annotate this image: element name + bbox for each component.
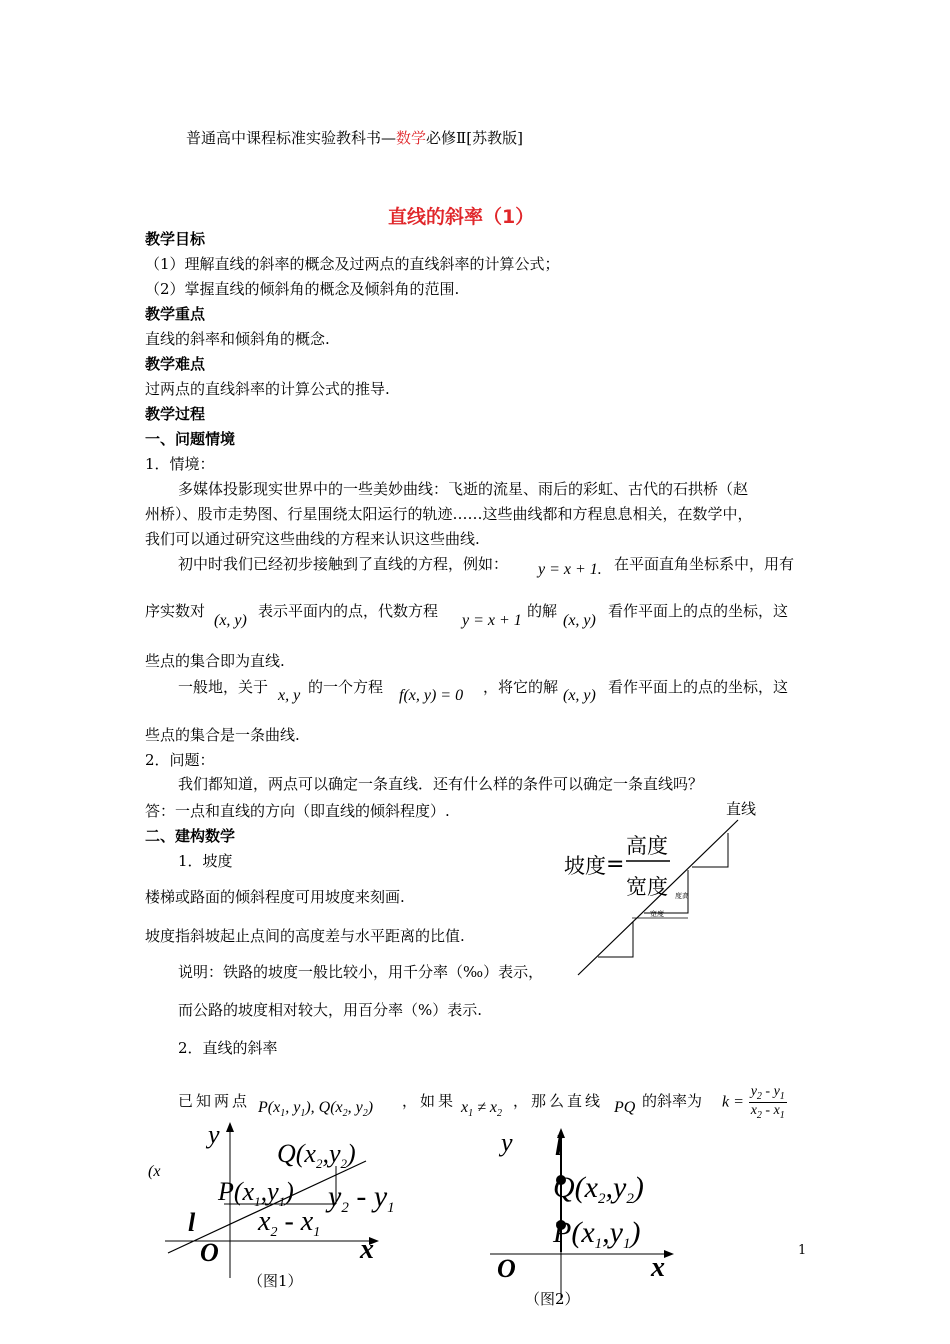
p-label: $P(x_1,y_1)$: [553, 1216, 641, 1252]
origin-label: O: [497, 1254, 516, 1283]
paragraph-line: 而公路的坡度相对较大，用百分率（%）表示.: [178, 1001, 483, 1019]
paragraph-line: 一般地，关于: [178, 678, 269, 696]
points-pq: $P(x_1$, $y_1$), $Q(x_2$, $y_2$): [258, 1099, 374, 1120]
paragraph-line: 坡度指斜坡起止点间的高度差与水平距离的比值.: [145, 927, 465, 945]
condition: $x_1 \ne x_2$: [461, 1099, 502, 1120]
x-label: x: [651, 1252, 665, 1283]
paragraph-line: 已知两点: [178, 1092, 251, 1110]
label-width: 宽度: [626, 875, 668, 899]
figure-1: [140, 1118, 400, 1298]
slope-formula: [722, 1084, 787, 1121]
header-subject: 数学: [396, 129, 427, 147]
key-point-text: 直线的斜率和倾斜角的概念.: [145, 330, 330, 348]
origin-label: O: [200, 1238, 219, 1267]
equation: x, y: [278, 687, 301, 704]
section2-heading: 二、建构数学: [145, 827, 236, 845]
paragraph-line: ，如果: [402, 1092, 457, 1110]
objective-item: （1）理解直线的斜率的概念及过两点的直线斜率的计算公式；: [145, 255, 560, 273]
q-label: $Q(x_2,y_2)$: [277, 1139, 356, 1171]
paragraph-line: 楼梯或路面的倾斜程度可用坡度来刻画.: [145, 888, 405, 906]
question-text: 我们都知道，两点可以确定一条直线．还有什么样的条件可以确定一条直线吗？: [178, 775, 704, 793]
paragraph-line: 表示平面内的点，代数方程: [258, 602, 439, 620]
figure-2: [485, 1122, 685, 1312]
paragraph-line: 的解: [527, 602, 558, 620]
answer-text: 答：一点和直线的方向（即直线的倾斜程度）.: [145, 802, 450, 820]
paragraph-line: 在平面直角坐标系中，用有: [614, 555, 795, 573]
paragraph-line: 些点的集合是一条曲线.: [145, 726, 300, 744]
section2-sub1: 1．坡度: [178, 852, 233, 870]
paragraph-line: 的一个方程: [308, 678, 384, 696]
process-heading: 教学过程: [145, 405, 206, 423]
header-suffix: 必修Ⅱ[苏教版]: [426, 129, 523, 147]
paragraph-line: 说明：铁路的坡度一般比较小，用千分率（‰）表示，: [178, 963, 544, 981]
paragraph-line: 些点的集合即为直线.: [145, 652, 285, 670]
fraction: $\frac{y_2 - y_1}{x_2 - x_1}$: [750, 1084, 785, 1121]
page-number: 1: [798, 1243, 807, 1258]
equation: (x, y): [563, 687, 596, 704]
paragraph-line: 看作平面上的点的坐标，这: [608, 602, 789, 620]
equation: y = x + 1: [462, 612, 522, 629]
small-width: 宽度: [650, 910, 664, 918]
label-line: 直线: [726, 802, 757, 818]
label-eq: =: [606, 852, 625, 877]
objective-item: （2）掌握直线的倾斜角的概念及倾斜角的范围.: [145, 280, 460, 298]
line-pq: PQ: [614, 1099, 636, 1116]
x-label: x: [360, 1234, 374, 1265]
header-line: [186, 127, 523, 148]
small-height: 度高: [675, 892, 689, 900]
l-label: l: [188, 1208, 196, 1237]
paragraph-line: 初中时我们已经初步接触到了直线的方程，例如：: [178, 555, 509, 573]
l-label: l: [555, 1131, 563, 1162]
y-label: y: [208, 1120, 220, 1149]
label-slope: 坡度: [564, 854, 606, 878]
section1-heading: 一、问题情境: [145, 430, 236, 448]
y-label: y: [501, 1128, 513, 1157]
paragraph-line: 州桥）、股市走势图、行星围绕太阳运行的轨迹……这些曲线都和方程息息相关，在数学中，: [145, 505, 753, 523]
header-prefix: 普通高中课程标准实验教科书—: [186, 129, 397, 147]
paragraph-line: 多媒体投影现实世界中的一些美妙曲线：飞逝的流星、雨后的彩虹、古代的石拱桥（赵: [178, 480, 749, 498]
equation: y = x + 1.: [538, 561, 602, 578]
dx-label: $x_2 - x_1$: [258, 1206, 321, 1240]
paragraph-line: ，将它的解: [483, 678, 559, 696]
section1-sub2: 2．问题：: [145, 751, 215, 769]
label-height: 高度: [626, 834, 668, 858]
q-label: $Q(x_2,y_2)$: [553, 1171, 644, 1207]
fig1-caption: （图1）: [248, 1272, 303, 1290]
objectives-heading: 教学目标: [145, 230, 206, 248]
paragraph-line: ，那么直线: [513, 1092, 604, 1110]
paragraph-line: 的斜率为: [642, 1092, 703, 1110]
page-title: 直线的斜率（1）: [388, 206, 535, 228]
key-point-heading: 教学重点: [145, 305, 206, 323]
section1-sub1: 1．情境：: [145, 455, 215, 473]
p-label: $P(x_1,y_1)$: [218, 1177, 294, 1209]
paragraph-line: 序实数对: [145, 602, 206, 620]
equation: (x, y): [563, 612, 596, 629]
section2-sub2: 2．直线的斜率: [178, 1039, 278, 1057]
paragraph-line: 看作平面上的点的坐标，这: [608, 678, 789, 696]
paragraph-line: 我们可以通过研究这些曲线的方程来认识这些曲线.: [145, 530, 480, 548]
fig2-caption: （图2）: [525, 1290, 580, 1308]
dy-label: $y_2 - y_1$: [328, 1180, 395, 1216]
side-label: (x: [148, 1163, 161, 1180]
difficulty-text: 过两点的直线斜率的计算公式的推导.: [145, 380, 390, 398]
slope-figure: [560, 795, 800, 985]
equation: (x, y): [214, 612, 247, 629]
difficulty-heading: 教学难点: [145, 355, 206, 373]
equation: f(x, y) = 0: [399, 687, 464, 704]
k-label: k =: [722, 1093, 744, 1111]
